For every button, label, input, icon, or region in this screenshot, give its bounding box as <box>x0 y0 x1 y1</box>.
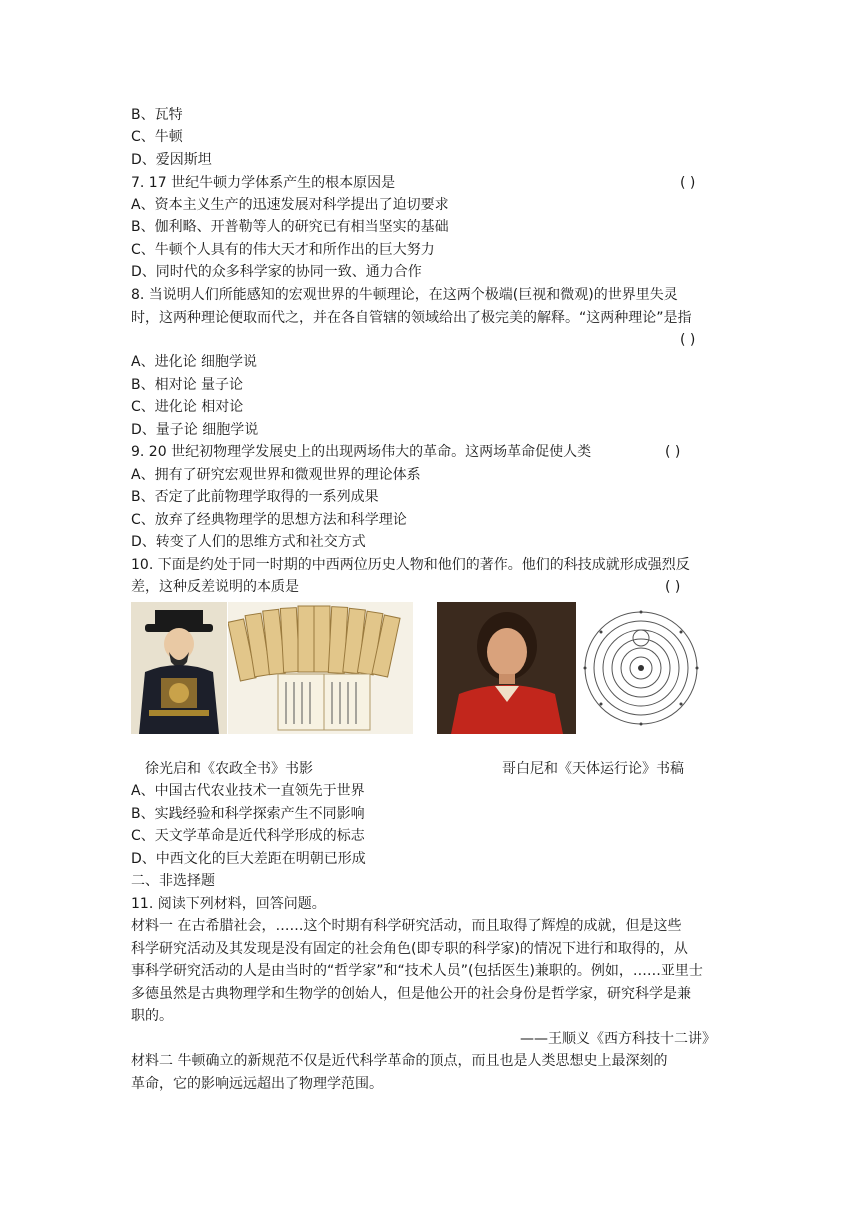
material-1-cont: 多德虽然是古典物理学和生物学的创始人，但是他公开的社会身份是哲学家，研究科学是兼 <box>131 986 691 1002</box>
option-b: B、相对论 量子论 <box>131 377 244 393</box>
caption-left: 徐光启和《农政全书》书影 <box>145 761 313 777</box>
option-c: C、牛顿个人具有的伟大天才和所作出的巨大努力 <box>131 242 435 258</box>
question-11: 11. 阅读下列材料，回答问题。 <box>131 896 326 912</box>
option-a: A、拥有了研究宏观世界和微观世界的理论体系 <box>131 467 421 483</box>
material-1-cont: 事科学研究活动的人是由当时的“哲学家”和“技术人员”(包括医生)兼职的。例如，……亚里士 <box>131 963 703 979</box>
option-a: A、进化论 细胞学说 <box>131 354 258 370</box>
material-2-cont: 革命，它的影响远远超出了物理学范围。 <box>131 1076 383 1092</box>
question-9: 9. 20 世纪初物理学发展史上的出现两场伟大的革命。这两场革命促使人类 <box>131 444 592 460</box>
option-b: B、否定了此前物理学取得的一系列成果 <box>131 489 379 505</box>
option-b: B、瓦特 <box>131 107 183 123</box>
caption-right: 哥白尼和《天体运行论》书稿 <box>502 761 684 777</box>
answer-paren-q7: ( ) <box>680 175 696 191</box>
material-1-cont: 职的。 <box>131 1008 173 1024</box>
option-d: D、同时代的众多科学家的协同一致、通力合作 <box>131 264 422 280</box>
question-10: 10. 下面是约处于同一时期的中西两位历史人物和他们的著作。他们的科技成就形成强烈反 <box>131 557 690 573</box>
answer-paren-q8: ( ) <box>680 332 696 348</box>
material-1-cont: 科学研究活动及其发现是没有固定的社会角色(即专职的科学家)的情况下进行和取得的，从 <box>131 941 688 957</box>
option-c: C、天文学革命是近代科学形成的标志 <box>131 828 365 844</box>
option-c: C、放弃了经典物理学的思想方法和科学理论 <box>131 512 407 528</box>
citation: ——王顺义《西方科技十二讲》 <box>520 1031 716 1047</box>
xu-guangqi-portrait-image <box>131 602 227 734</box>
question-8-cont: 时，这两种理论便取而代之，并在各自管辖的领域给出了极完美的解释。“这两种理论”是指 <box>131 310 692 326</box>
answer-paren-q9: ( ) <box>665 444 681 460</box>
option-d: D、爱因斯坦 <box>131 152 212 168</box>
material-1: 材料一 在古希腊社会，……这个时期有科学研究活动，而且取得了辉煌的成就，但是这些 <box>131 918 682 934</box>
option-a: A、中国古代农业技术一直领先于世界 <box>131 783 365 799</box>
option-b: B、实践经验和科学探索产生不同影响 <box>131 806 365 822</box>
option-a: A、资本主义生产的迅速发展对科学提出了迫切要求 <box>131 197 449 213</box>
option-d: D、中西文化的巨大差距在明朝已形成 <box>131 851 366 867</box>
option-d: D、转变了人们的思维方式和社交方式 <box>131 534 366 550</box>
material-2: 材料二 牛顿确立的新规范不仅是近代科学革命的顶点，而且也是人类思想史上最深刻的 <box>131 1053 668 1069</box>
nongzheng-quanshu-books-image <box>228 602 413 734</box>
option-c: C、进化论 相对论 <box>131 399 244 415</box>
option-b: B、伽利略、开普勒等人的研究已有相当坚实的基础 <box>131 219 449 235</box>
copernicus-portrait-image <box>437 602 576 734</box>
question-8: 8. 当说明人们所能感知的宏观世界的牛顿理论，在这两个极端(巨视和微观)的世界里失灵 <box>131 287 678 303</box>
answer-paren-q10: ( ) <box>665 579 681 595</box>
section-heading: 二、非选择题 <box>131 873 215 889</box>
question-10-cont: 差，这种反差说明的本质是 <box>131 579 299 595</box>
option-d: D、量子论 细胞学说 <box>131 422 259 438</box>
question-7: 7. 17 世纪牛顿力学体系产生的根本原因是 <box>131 175 396 191</box>
heliocentric-diagram-image <box>581 602 701 734</box>
option-c: C、牛顿 <box>131 129 183 145</box>
